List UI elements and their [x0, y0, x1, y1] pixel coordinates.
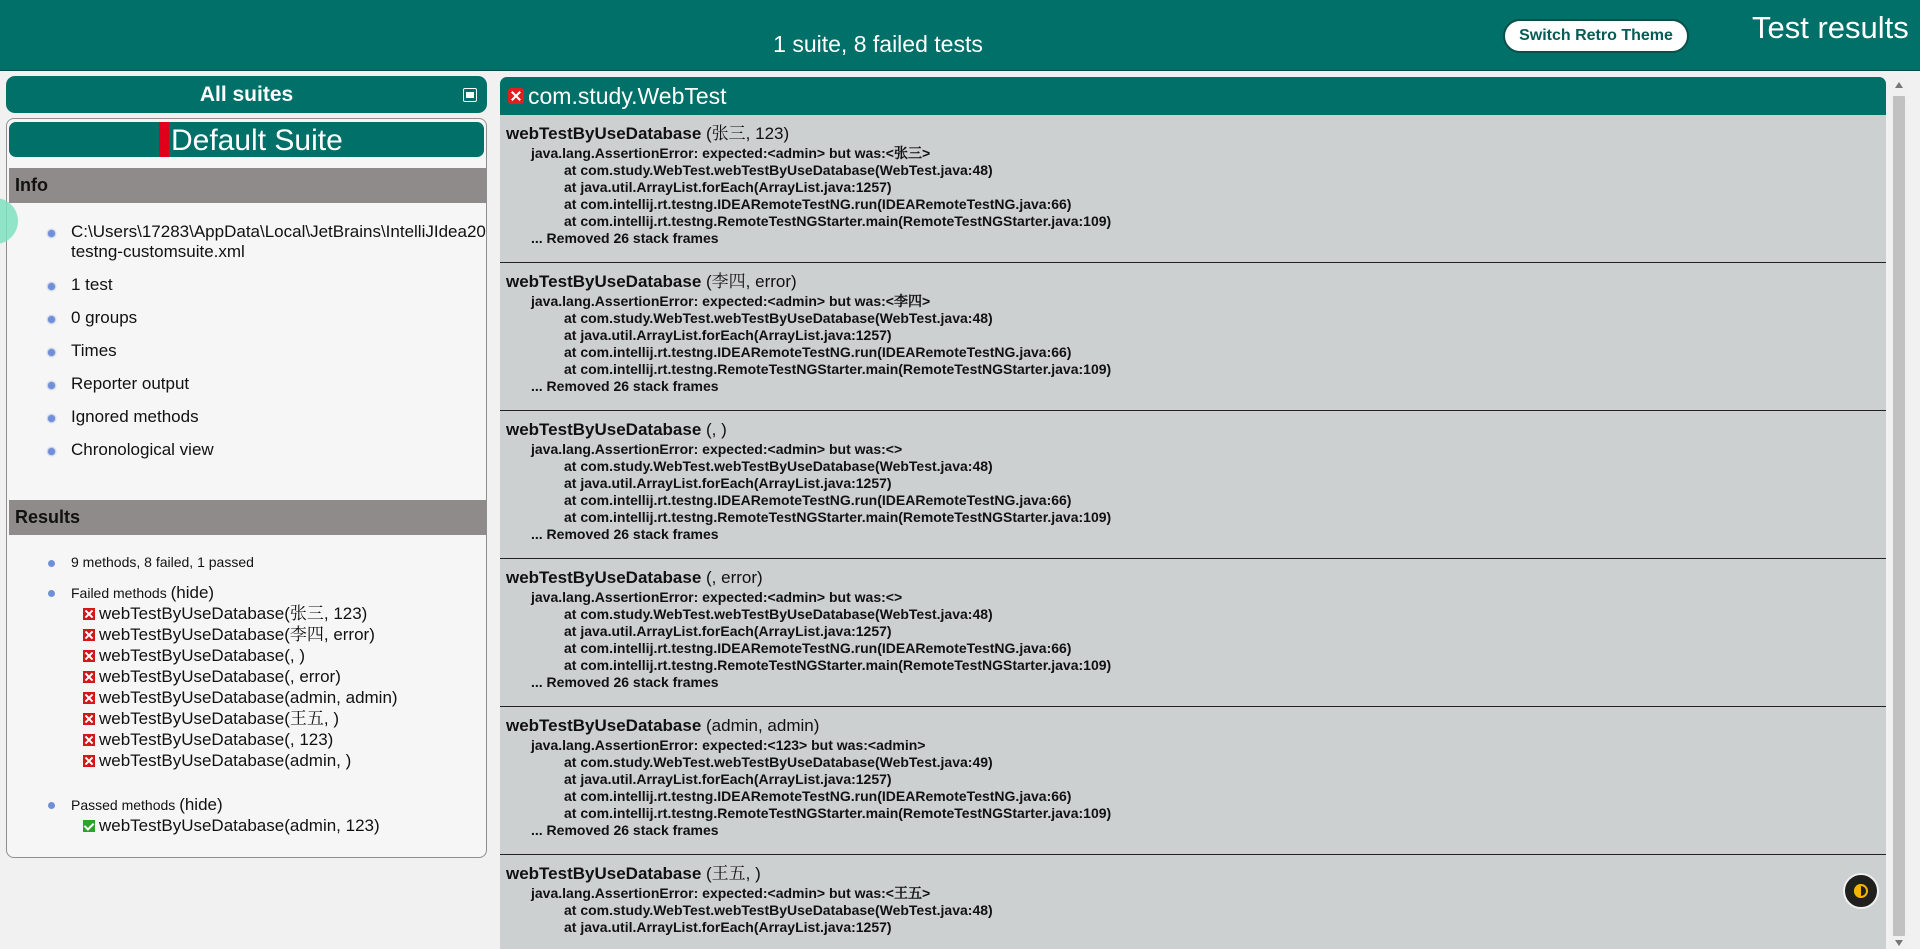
- info-item-reporter-output[interactable]: Reporter output: [37, 374, 487, 394]
- test-params: (, error): [706, 568, 763, 587]
- failed-icon: [83, 650, 95, 662]
- hide-failed-link[interactable]: (hide): [170, 583, 215, 602]
- stack-frame: at com.intellij.rt.testng.RemoteTestNGStarter.main(RemoteTestNGStarter.java:109): [564, 213, 1112, 229]
- suite-header[interactable]: [9, 122, 484, 157]
- suite-path-line2: testng-customsuite.xml: [71, 242, 245, 261]
- all-suites-header[interactable]: [6, 76, 487, 113]
- passed-methods-heading: [37, 795, 487, 815]
- test-method-name: webTestByUseDatabase: [506, 716, 702, 735]
- failed-methods-label: Failed methods: [71, 585, 167, 601]
- stack-frame: at java.util.ArrayList.forEach(ArrayList.java:1257): [564, 327, 892, 343]
- scroll-up-icon[interactable]: [1895, 82, 1903, 88]
- test-params: (admin, admin): [706, 716, 820, 735]
- test-result: [500, 115, 1886, 263]
- test-params: (张三, 123): [706, 124, 790, 143]
- test-result: [500, 411, 1886, 559]
- passed-icon: [83, 820, 95, 832]
- stack-frame: at com.intellij.rt.testng.RemoteTestNGStarter.main(RemoteTestNGStarter.java:109): [564, 657, 1112, 673]
- methods-summary-block: [37, 553, 487, 572]
- stack-frame: at com.intellij.rt.testng.RemoteTestNGStarter.main(RemoteTestNGStarter.java:109): [564, 509, 1112, 525]
- stack-frame: at com.intellij.rt.testng.IDEARemoteTestNG.run(IDEARemoteTestNG.java:66): [564, 344, 1072, 360]
- test-result: [500, 707, 1886, 855]
- stack-frame: at java.util.ArrayList.forEach(ArrayList.java:1257): [564, 623, 892, 639]
- scroll-down-icon[interactable]: [1895, 940, 1903, 946]
- suite-status-bar: [159, 122, 169, 157]
- stack-frame: at com.study.WebTest.webTestByUseDatabase(WebTest.java:48): [564, 902, 993, 918]
- removed-frames: ... Removed 26 stack frames: [531, 674, 719, 690]
- stack-frame: at com.study.WebTest.webTestByUseDatabase(WebTest.java:48): [564, 606, 993, 622]
- tests-summary: 1 suite, 8 failed tests: [773, 31, 983, 57]
- passed-methods-label: Passed methods: [71, 797, 176, 813]
- test-method-name: webTestByUseDatabase: [506, 568, 702, 587]
- stack-frame: at java.util.ArrayList.forEach(ArrayList.java:1257): [564, 919, 892, 935]
- removed-frames: ... Removed 26 stack frames: [531, 526, 719, 542]
- methods-summary: 9 methods, 8 failed, 1 passed: [37, 553, 487, 572]
- stack-frame: at java.util.ArrayList.forEach(ArrayList.java:1257): [564, 179, 892, 195]
- stack-frame: at com.intellij.rt.testng.IDEARemoteTestNG.run(IDEARemoteTestNG.java:66): [564, 788, 1072, 804]
- results-scrollbar[interactable]: [1890, 77, 1908, 949]
- failed-methods-block: [37, 583, 487, 771]
- failed-icon: [83, 692, 95, 704]
- test-params: (王五, ): [706, 864, 761, 883]
- assertion-error: java.lang.AssertionError: expected:<admin> but was:<李四>: [531, 293, 931, 309]
- stack-frame: at com.study.WebTest.webTestByUseDatabase(WebTest.java:48): [564, 162, 993, 178]
- collapse-icon[interactable]: [463, 88, 477, 102]
- results-heading: Results: [9, 500, 486, 535]
- failed-method-item[interactable]: webTestByUseDatabase(王五, ): [37, 708, 487, 729]
- assertion-error: java.lang.AssertionError: expected:<admin> but was:<>: [531, 441, 903, 457]
- assertion-error: java.lang.AssertionError: expected:<123> but was:<admin>: [531, 737, 926, 753]
- failed-method-item[interactable]: webTestByUseDatabase(, ): [37, 645, 487, 666]
- removed-frames: ... Removed 26 stack frames: [531, 822, 719, 838]
- failed-method-item[interactable]: webTestByUseDatabase(, 123): [37, 729, 487, 750]
- stack-frame: at com.intellij.rt.testng.RemoteTestNGStarter.main(RemoteTestNGStarter.java:109): [564, 361, 1112, 377]
- failed-method-item[interactable]: webTestByUseDatabase(李四, error): [37, 624, 487, 645]
- failed-icon: [83, 671, 95, 683]
- assertion-error: java.lang.AssertionError: expected:<admin> but was:<王五>: [531, 885, 931, 901]
- stack-frame: at com.intellij.rt.testng.IDEARemoteTestNG.run(IDEARemoteTestNG.java:66): [564, 492, 1072, 508]
- theme-toggle-icon[interactable]: [1843, 873, 1879, 909]
- passed-method-item[interactable]: webTestByUseDatabase(admin, 123): [37, 815, 487, 836]
- test-method-name: webTestByUseDatabase: [506, 272, 702, 291]
- hide-passed-link[interactable]: (hide): [179, 795, 223, 814]
- stack-frame: at java.util.ArrayList.forEach(ArrayList.java:1257): [564, 475, 892, 491]
- passed-methods-block: [37, 795, 487, 836]
- assertion-error: java.lang.AssertionError: expected:<admin> but was:<>: [531, 589, 903, 605]
- test-result: [500, 559, 1886, 707]
- page-title: Test results: [1752, 10, 1909, 45]
- test-method-name: webTestByUseDatabase: [506, 864, 702, 883]
- test-result: [500, 263, 1886, 411]
- stack-frame: at com.intellij.rt.testng.IDEARemoteTestNG.run(IDEARemoteTestNG.java:66): [564, 640, 1072, 656]
- assertion-error: java.lang.AssertionError: expected:<admin> but was:<张三>: [531, 145, 931, 161]
- results-panel: [500, 115, 1886, 949]
- failed-icon: [83, 734, 95, 746]
- test-method-name: webTestByUseDatabase: [506, 124, 702, 143]
- failed-method-item[interactable]: webTestByUseDatabase(admin, admin): [37, 687, 487, 708]
- failed-icon: [508, 88, 524, 104]
- info-item-times[interactable]: Times: [37, 341, 487, 361]
- switch-retro-theme-button[interactable]: Switch Retro Theme: [1503, 19, 1689, 53]
- scroll-thumb[interactable]: [1893, 96, 1905, 936]
- stack-frame: at com.study.WebTest.webTestByUseDatabase(WebTest.java:48): [564, 458, 993, 474]
- failed-method-item[interactable]: webTestByUseDatabase(admin, ): [37, 750, 487, 771]
- info-item-groups[interactable]: 0 groups: [37, 308, 487, 328]
- info-item-chronological-view[interactable]: Chronological view: [37, 440, 487, 460]
- failed-icon: [83, 713, 95, 725]
- stack-frame: at com.study.WebTest.webTestByUseDatabase(WebTest.java:49): [564, 754, 993, 770]
- removed-frames: ... Removed 26 stack frames: [531, 378, 719, 394]
- test-params: (李四, error): [706, 272, 797, 291]
- info-item-tests[interactable]: 1 test: [37, 275, 487, 295]
- failed-icon: [83, 755, 95, 767]
- class-header: [500, 77, 1886, 115]
- test-result: [500, 855, 1886, 949]
- class-name: com.study.WebTest: [528, 83, 727, 109]
- info-list: [37, 222, 487, 473]
- failed-method-item[interactable]: webTestByUseDatabase(张三, 123): [37, 603, 487, 624]
- info-item-suite-path[interactable]: [37, 222, 487, 262]
- info-item-ignored-methods[interactable]: Ignored methods: [37, 407, 487, 427]
- all-suites-label: All suites: [199, 83, 294, 106]
- top-bar: [0, 0, 1920, 71]
- info-heading: Info: [9, 168, 486, 203]
- stack-frame: at com.intellij.rt.testng.IDEARemoteTestNG.run(IDEARemoteTestNG.java:66): [564, 196, 1072, 212]
- removed-frames: ... Removed 26 stack frames: [531, 230, 719, 246]
- stack-frame: at java.util.ArrayList.forEach(ArrayList.java:1257): [564, 771, 892, 787]
- stack-frame: at com.intellij.rt.testng.RemoteTestNGStarter.main(RemoteTestNGStarter.java:109): [564, 805, 1112, 821]
- failed-icon: [83, 629, 95, 641]
- suite-panel: [6, 118, 487, 858]
- test-params: (, ): [706, 420, 727, 439]
- failed-methods-heading: [37, 583, 487, 603]
- failed-icon: [83, 608, 95, 620]
- test-method-name: webTestByUseDatabase: [506, 420, 702, 439]
- suite-name: Default Suite: [171, 124, 343, 157]
- suite-path-line1: C:\Users\17283\AppData\Local\JetBrains\IntelliJIdea20: [71, 222, 486, 241]
- stack-frame: at com.study.WebTest.webTestByUseDatabase(WebTest.java:48): [564, 310, 993, 326]
- failed-method-item[interactable]: webTestByUseDatabase(, error): [37, 666, 487, 687]
